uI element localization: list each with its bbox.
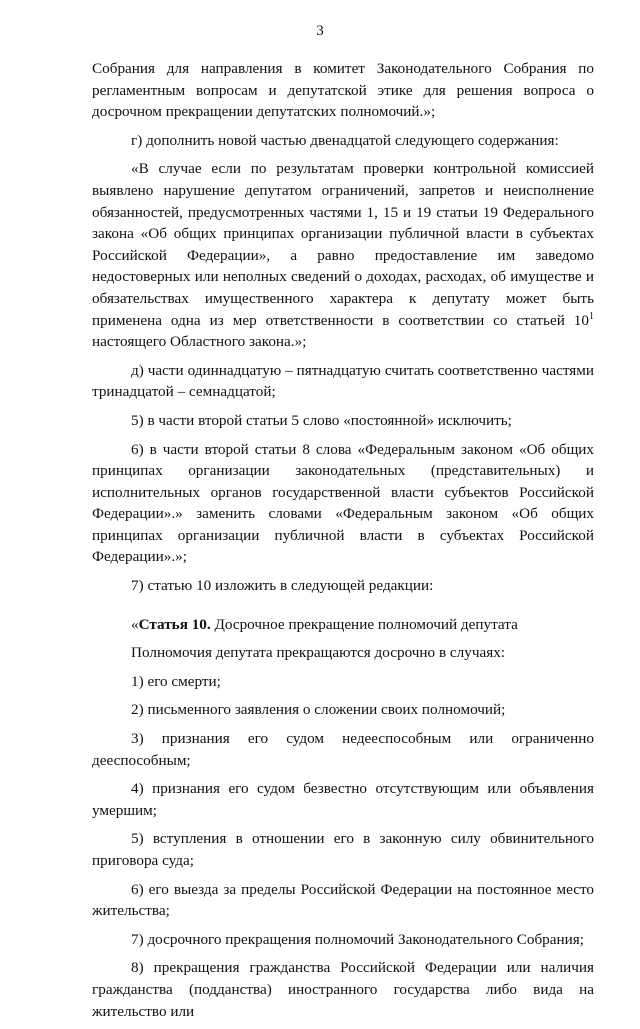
- paragraph-item-6: 6) в части второй статьи 8 слова «Федеральным законом «Об общих принципах организации законодательных (представительных) и исполнительных органов государственной власти субъектов Российской Федерации».» заменить словами «Федеральным законом «Об общих принципах организации публичной власти в субъектах Российской Федерации».»;: [92, 440, 594, 566]
- article-10-intro: Полномочия депутата прекращаются досрочно в случаях:: [131, 644, 506, 662]
- list-item-8: 8) прекращения гражданства Российской Федерации или наличия гражданства (подданства) иностранного государства либо вида на жительство или: [92, 959, 594, 1020]
- list-item-6: 6) его выезда за пределы Российской Федерации на постоянное место жительства;: [92, 880, 594, 920]
- paragraph-item-5: 5) в части второй статьи 5 слово «постоянной» исключить;: [131, 411, 512, 429]
- paragraph-item-d: д) части одиннадцатую – пятнадцатую считать соответственно частями тринадцатой – семнадцатой;: [92, 361, 594, 401]
- list-item-4: 4) признания его судом безвестно отсутствующим или объявления умершим;: [92, 780, 594, 819]
- article-superscript: 1: [589, 310, 594, 322]
- article-10-heading: [92, 614, 594, 636]
- paragraph-item-g: г) дополнить новой частью двенадцатой следующего содержания:: [131, 131, 559, 149]
- list-item-7: 7) досрочного прекращения полномочий Законодательного Собрания;: [131, 930, 584, 948]
- list-item-1: 1) его смерти;: [131, 672, 221, 690]
- page-number: 3: [316, 23, 324, 39]
- paragraph-item-7: 7) статью 10 изложить в следующей редакции:: [131, 577, 434, 595]
- article-heading-title: Досрочное прекращение полномочий депутата: [210, 615, 518, 633]
- list-item-2: 2) письменного заявления о сложении своих полномочий;: [131, 701, 506, 719]
- document-body: [92, 58, 594, 1029]
- list-item-5: 5) вступления в отношении его в законную силу обвинительного приговора суда;: [92, 830, 594, 869]
- paragraph-continuation: Собрания для направления в комитет Законодательного Собрания по регламентным вопросам и депутатской этике для решения вопроса о досрочном прекращении депутатских полномочий.»;: [92, 60, 594, 121]
- article-heading-prefix: «: [131, 615, 139, 633]
- quote-text-after: настоящего Областного закона.»;: [92, 333, 307, 351]
- article-heading-number: Статья 10.: [138, 615, 211, 633]
- list-item-3: 3) признания его судом недееспособным или ограниченно дееспособным;: [92, 730, 594, 769]
- paragraph-quote-part-twelve: [92, 158, 594, 352]
- quote-text-before: «В случае если по результатам проверки контрольной комиссией выявлено нарушение депутатом ограничений, запретов и неисполнение обязанностей, предусмотренных частями 1, 15 и 19 статьи 19 Федерального закона «Об общих принципах организации публичной власти в субъектах Российской Федерации», а равно предоставление им заведомо недостоверных или неполных сведений о доходах, расходах, об имуществе и обязательствах имущественного характера к депутату может быть применена одна из мер ответственности в соответствии со статьей 10: [92, 160, 594, 329]
